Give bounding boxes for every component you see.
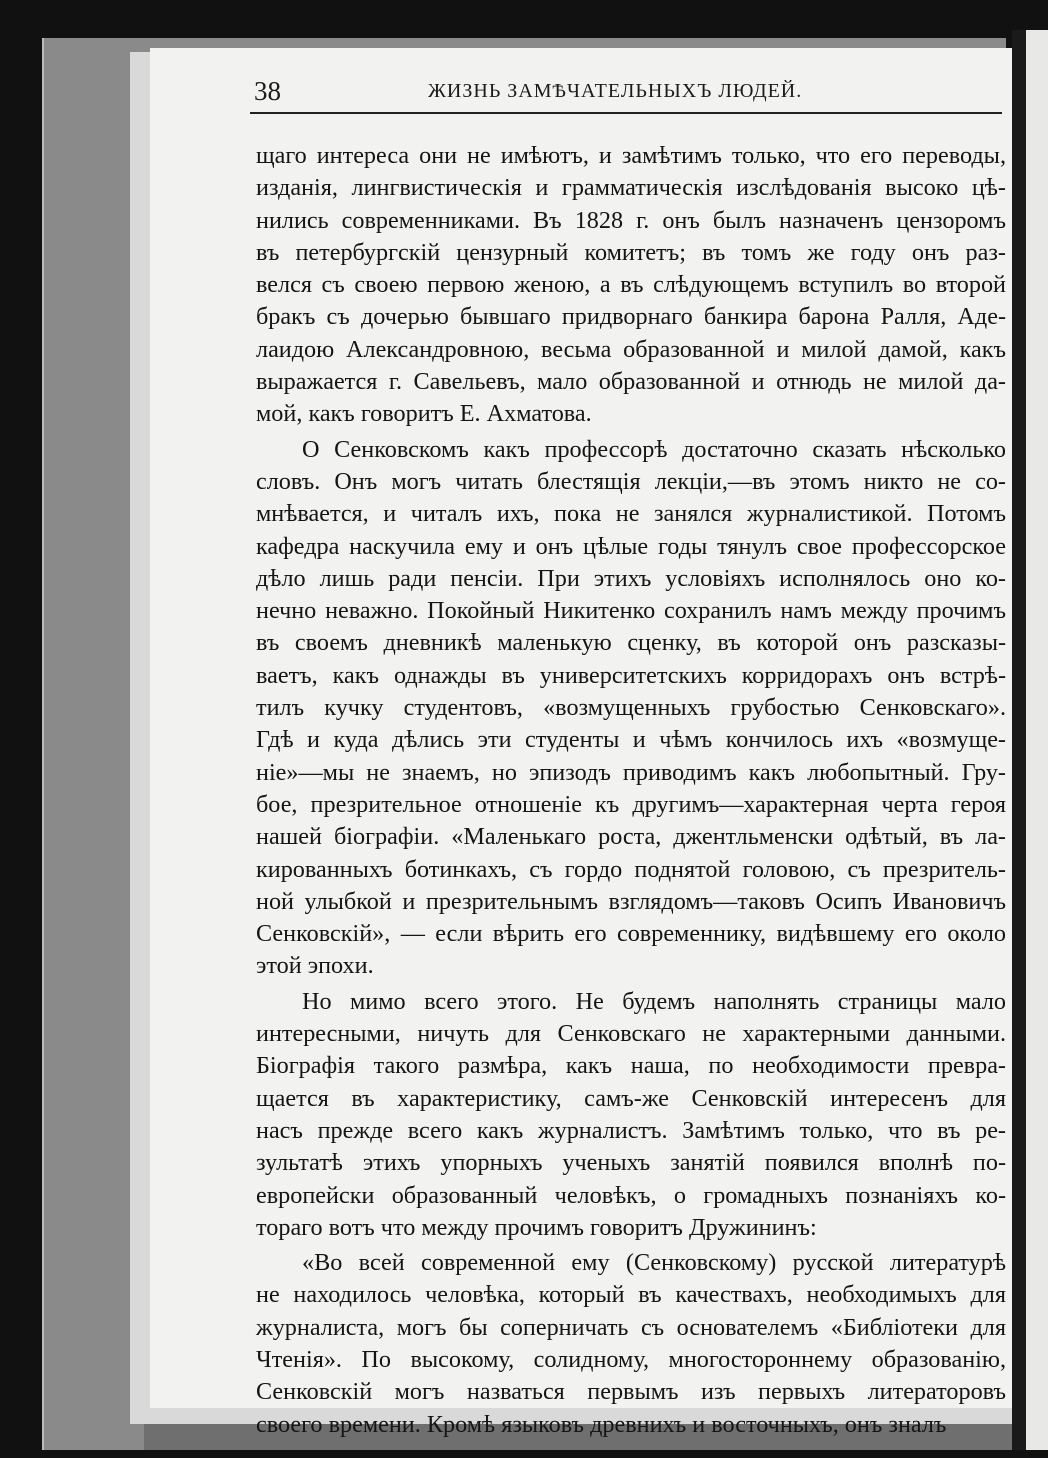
gutter-shadow [1012,30,1026,1450]
text-line: нечно неважно. Покойный Никитенко сохранилъ намъ между прочимъ [256,597,1006,625]
text-line: Сенковскій могъ назваться первымъ изъ первыхъ литераторовъ [256,1378,1006,1406]
text-line: выражается г. Савельевъ, мало образованной и отнюдь не милой да- [256,368,1006,396]
text-line: мой, какъ говоритъ Е. Ахматова. [256,400,592,428]
facing-page-edge [1012,30,1048,1450]
paragraph [256,140,1006,431]
text-line: «Во всей современной ему (Сенковскому) русской литературѣ [302,1249,1006,1277]
text-line: велся съ своею первою женою, а въ слѣдующемъ вступилъ во второй [256,271,1006,299]
text-line: кафедра наскучила ему и онъ цѣлые годы тянулъ свое профессорское [256,532,1006,560]
text-line: мнѣвается, и читалъ ихъ, пока не занялся журналистикой. Потомъ [256,500,1006,528]
text-line: тораго вотъ что между прочимъ говоритъ Дружининъ: [256,1213,817,1241]
text-line: Біографія такого размѣра, какъ наша, по необходимости превра- [256,1052,1006,1080]
text-line: тилъ кучку студентовъ, «возмущенныхъ грубостью Сенковскаго». [256,694,1006,722]
running-title: ЖИЗНЬ ЗАМѢЧАТЕЛЬНЫХЪ ЛЮДЕЙ. [428,80,803,102]
paragraph [256,434,1006,983]
text-line: насъ прежде всего какъ журналистъ. Замѣтимъ только, что въ ре- [256,1116,1006,1144]
text-line: дѣло лишь ради пенсіи. При этихъ условіяхъ исполнялось оно ко- [256,564,1006,592]
text-line: зультатѣ этихъ упорныхъ ученыхъ занятій появился вполнѣ по- [256,1149,1006,1177]
text-line: не находилось человѣка, который въ качествахъ, необходимыхъ для [256,1281,1006,1309]
text-line: лаидою Александровною, весьма образованной и милой дамой, какъ [256,335,1006,363]
text-line: бое, презрительное отношеніе къ другимъ—характерная черта героя [256,790,1006,818]
body-text [256,140,1006,1444]
text-line: словъ. Онъ могъ читать блестящія лекціи,—въ этомъ никто не со- [256,467,1006,495]
text-line: въ своемъ дневникѣ маленькую сценку, въ которой онъ разсказы- [256,629,1006,657]
text-line: въ петербургскій цензурный комитетъ; въ томъ же году онъ раз- [256,238,1006,266]
text-line: Чтенія». По высокому, солидному, многостороннему образованію, [256,1345,1006,1373]
text-line: журналиста, могъ бы соперничать съ основателемъ «Библіотеки для [256,1313,1006,1341]
text-line: О Сенковскомъ какъ профессорѣ достаточно сказать нѣсколько [302,435,1006,463]
paragraph [256,986,1006,1244]
text-line: щается въ характеристику, самъ-же Сенковскій интересенъ для [256,1084,1006,1112]
text-line: ніе»—мы не знаемъ, но эпизодъ приводимъ какъ любопытный. Гру- [256,758,1006,786]
text-line: своего времени. Кромѣ языковъ древнихъ и восточныхъ, онъ зналъ [256,1410,947,1438]
text-line: Сенковскій», — если вѣрить его современнику, видѣвшему его около [256,920,1006,948]
text-line: Но мимо всего этого. Не будемъ наполнять страницы мало [302,987,1006,1015]
paragraph [256,1247,1006,1441]
text-line: этой эпохи. [256,952,374,980]
text-line: кированныхъ ботинкахъ, съ гордо поднятой головою, съ презритель- [256,855,1006,883]
text-line: европейски образованный человѣкъ, о громадныхъ познаніяхъ ко- [256,1181,1006,1209]
text-line: Гдѣ и куда дѣлись эти студенты и чѣмъ кончилось ихъ «возмуще- [256,726,1006,754]
text-line: интересными, ничуть для Сенковскаго не характерными данными. [256,1020,1006,1048]
text-line: изданія, лингвистическія и грамматическія изслѣдованія высоко цѣ- [256,174,1006,202]
paragraph-gap [256,1441,1006,1444]
page-number: 38 [254,76,281,106]
text-line: щаго интереса они не имѣютъ, и замѣтимъ только, что его переводы, [256,142,1006,169]
page-header [250,70,1002,114]
text-line: ваетъ, какъ однажды въ университетскихъ корридорахъ онъ встрѣ- [256,661,1006,689]
text-line: нашей біографіи. «Маленькаго роста, джентльменски одѣтый, въ ла- [256,823,1006,851]
text-line: ной улыбкой и презрительнымъ взглядомъ—таковъ Осипъ Ивановичъ [256,887,1006,915]
text-line: бракъ съ дочерью бывшаго придворнаго банкира барона Ралля, Аде- [256,303,1006,331]
text-line: нились современниками. Въ 1828 г. онъ былъ назначенъ цензоромъ [256,206,1006,234]
